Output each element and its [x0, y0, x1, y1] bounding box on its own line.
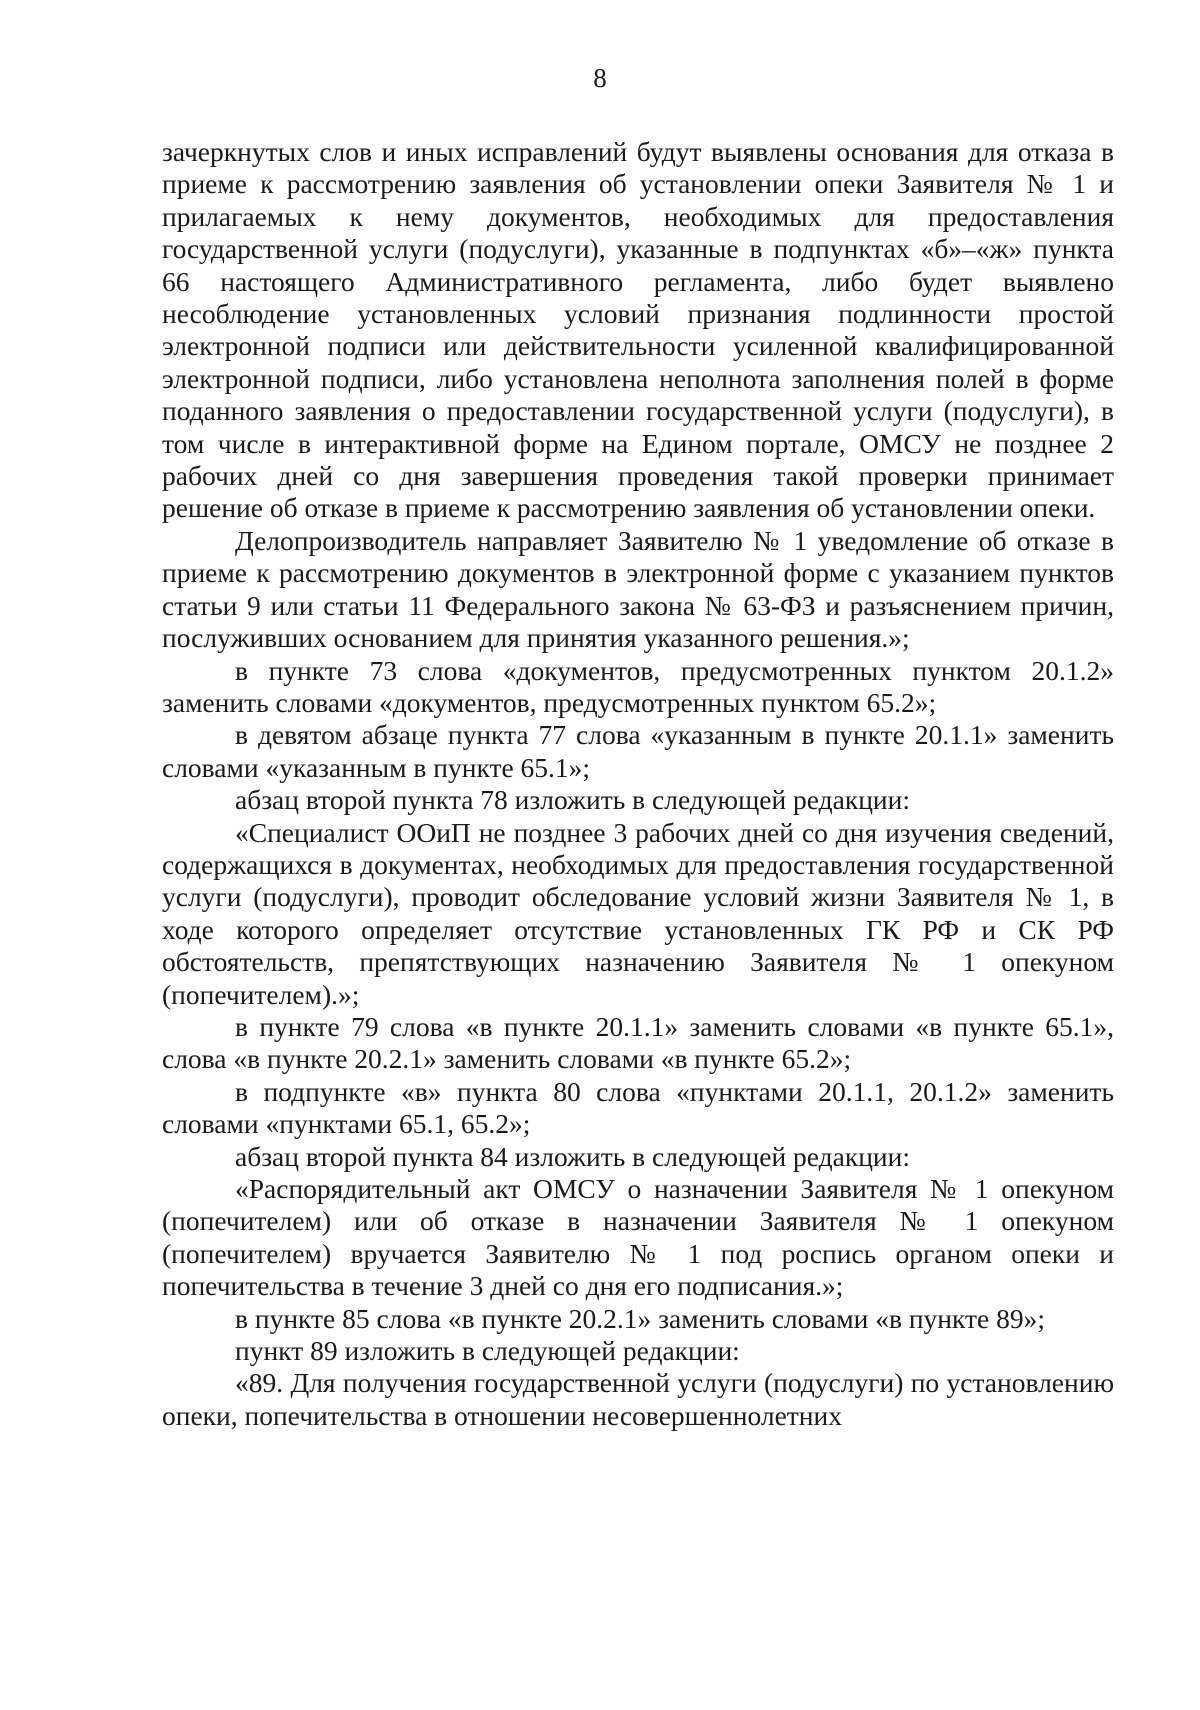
- paragraph-item-84-intro: абзац второй пункта 84 изложить в следующей редакции:: [235, 1140, 910, 1172]
- paragraph-item-77: в девятом абзаце пункта 77 слова «указанным в пункте 20.1.1» заменить словами «указанным в пункте 65.1»;: [162, 719, 1114, 783]
- paragraph-item-80: в подпункте «в» пункта 80 слова «пунктами 20.1.1, 20.1.2» заменить словами «пунктами 65.1, 65.2»;: [162, 1075, 1114, 1140]
- paragraph-item-84-text: «Распорядительный акт ОМСУ о назначении Заявителя № 1 опекуном (попечителем) или об отказе в назначении Заявителя № 1 опекуном (попечителем) вручается Заявителю № 1 под роспись органом опеки и попечительства в течение 3 дней со дня его подписания.»;: [162, 1173, 1114, 1302]
- paragraph-item-73: в пункте 73 слова «документов, предусмотренных пунктом 20.1.2» заменить словами «документов, предусмотренных пунктом 65.2»;: [162, 654, 1114, 718]
- document-body: [162, 136, 1114, 1432]
- page-number: 8: [593, 63, 607, 93]
- paragraph-item-89-text: «89. Для получения государственной услуги (подуслуги) по установлению опеки, попечительства в отношении несовершеннолетних: [162, 1367, 1114, 1431]
- paragraph-continuation: зачеркнутых слов и иных исправлений будут выявлены основания для отказа в приеме к рассмотрению заявления об установлении опеки Заявителя № 1 и прилагаемых к нему документов, необходимых для предоставления государственной услуги (подуслуги), указанные в подпунктах «б»–«ж» пункта 66 настоящего Административного регламента, либо будет выявлено несоблюдение установленных условий признания подлинности простой электронной подписи или действительности усиленной квалифицированной электронной подписи, либо установлена неполнота заполнения полей в форме поданного заявления о предоставлении государственной услуги (подуслуги), в том числе в интерактивной форме на Едином портале, ОМСУ не позднее 2 рабочих дней со дня завершения проведения такой проверки принимает решение об отказе в приеме к рассмотрению заявления об установлении опеки.: [162, 136, 1114, 524]
- paragraph-item-79: в пункте 79 слова «в пункте 20.1.1» заменить словами «в пункте 65.1», слова «в пункте 20.2.1» заменить словами «в пункте 65.2»;: [162, 1010, 1114, 1075]
- paragraph-item-78-text: «Специалист ООиП не позднее 3 рабочих дней со дня изучения сведений, содержащихся в документах, необходимых для предоставления государственной услуги (подуслуги), проводит обследование условий жизни Заявителя № 1, в ходе которого определяет отсутствие установленных ГК РФ и СК РФ обстоятельств, препятствующих назначению Заявителя № 1 опекуном (попечителем).»;: [162, 816, 1114, 1010]
- paragraph-item-89-intro: пункт 89 изложить в следующей редакции:: [235, 1335, 740, 1367]
- paragraph-item-85: в пункте 85 слова «в пункте 20.2.1» заменить словами «в пункте 89»;: [235, 1302, 1045, 1334]
- paragraph-notification: Делопроизводитель направляет Заявителю № 1 уведомление об отказе в приеме к рассмотрению документов в электронной форме с указанием пунктов статьи 9 или статьи 11 Федерального закона № 63-ФЗ и разъяснением причин, послуживших основанием для принятия указанного решения.»;: [162, 524, 1114, 654]
- paragraph-item-78-intro: абзац второй пункта 78 изложить в следующей редакции:: [235, 784, 910, 816]
